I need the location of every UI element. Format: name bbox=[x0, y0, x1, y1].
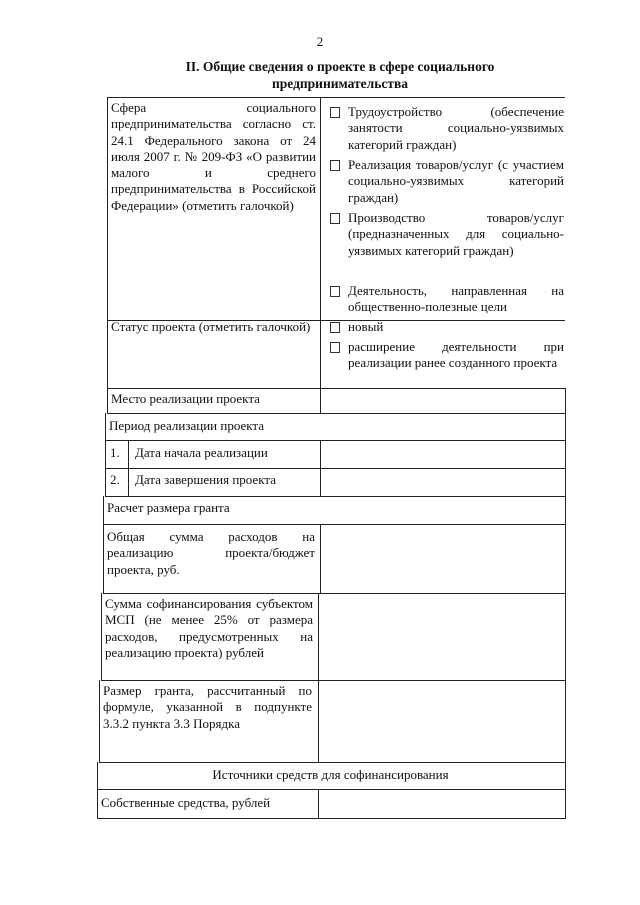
cofinancing-label: Сумма софинансирования субъектом МСП (не менее 25% от размера расходов, предусмотренных на реализацию проекта) рублей bbox=[105, 596, 313, 660]
checkbox-icon[interactable] bbox=[330, 107, 340, 118]
option-label: Деятельность, направленная на общественно-полезные цели bbox=[348, 283, 564, 315]
grant-total-label: Общая сумма расходов на реализацию проекта/бюджет проекта, руб. bbox=[107, 529, 315, 577]
option-label: расширение деятельности при реализации ранее созданного проекта bbox=[348, 339, 564, 371]
period-header-label: Период реализации проекта bbox=[109, 418, 265, 433]
period-num-divider bbox=[128, 468, 129, 496]
option-label: новый bbox=[348, 319, 384, 334]
project-status-label: Статус проекта (отметить галочкой) bbox=[111, 319, 311, 334]
period-row-number: 1. bbox=[110, 445, 120, 460]
period-value-divider bbox=[320, 468, 321, 496]
project-status-option-new[interactable] bbox=[330, 319, 564, 335]
section-heading bbox=[100, 58, 580, 92]
period-end-label: Дата завершения проекта bbox=[135, 472, 276, 487]
own-funds-label: Собственные средства, рублей bbox=[101, 795, 271, 810]
grant-size-label: Размер гранта, рассчитанный по формуле, указанной в подпункте 3.3.2 пункта 3.3 Порядка bbox=[103, 683, 312, 731]
social-sphere-divider bbox=[320, 97, 321, 319]
section-heading-line-1: II. Общие сведения о проекте в сфере социального bbox=[185, 59, 495, 74]
project-status-option-expansion[interactable] bbox=[330, 339, 564, 372]
page-number: 2 bbox=[316, 34, 324, 49]
social-sphere-option-public-benefit[interactable] bbox=[330, 283, 564, 316]
grant-header-label: Расчет размера гранта bbox=[107, 500, 230, 515]
period-num-divider bbox=[128, 440, 129, 468]
social-sphere-option-employment[interactable] bbox=[330, 104, 564, 153]
sources-value-divider bbox=[318, 789, 319, 818]
place-label: Место реализации проекта bbox=[111, 391, 260, 406]
grant-value-divider bbox=[320, 524, 321, 593]
section-heading-line-2: предпринимательства bbox=[271, 76, 409, 91]
option-label: Производство товаров/услуг (предназначенных для социально-уязвимых категорий граждан) bbox=[348, 210, 564, 258]
social-sphere-label: Сфера социального предпринимательства согласно ст. 24.1 Федерального закона от 24 июля 2007 г. № 209-ФЗ «О развитии малого и среднего предпринимательства в Российской Федерации» (отметить галочкой) bbox=[111, 100, 316, 213]
checkbox-icon[interactable] bbox=[330, 342, 340, 353]
checkbox-icon[interactable] bbox=[330, 213, 340, 224]
sources-header-label: Источники средств для софинансирования bbox=[212, 767, 449, 782]
social-sphere-option-sales[interactable] bbox=[330, 157, 564, 206]
period-value-divider bbox=[320, 440, 321, 468]
place-divider bbox=[320, 388, 321, 413]
option-label: Реализация товаров/услуг (с участием социально-уязвимых категорий граждан) bbox=[348, 157, 564, 205]
checkbox-icon[interactable] bbox=[330, 322, 340, 333]
period-start-label: Дата начала реализации bbox=[135, 445, 268, 460]
checkbox-icon[interactable] bbox=[330, 160, 340, 171]
project-status-divider bbox=[320, 319, 321, 388]
grant-value-divider bbox=[318, 680, 319, 762]
period-row-number: 2. bbox=[110, 472, 120, 487]
checkbox-icon[interactable] bbox=[330, 286, 340, 297]
option-label: Трудоустройство (обеспечение занятости социально-уязвимых категорий граждан) bbox=[348, 104, 564, 152]
social-sphere-option-production[interactable] bbox=[330, 210, 564, 259]
grant-value-divider bbox=[318, 593, 319, 680]
